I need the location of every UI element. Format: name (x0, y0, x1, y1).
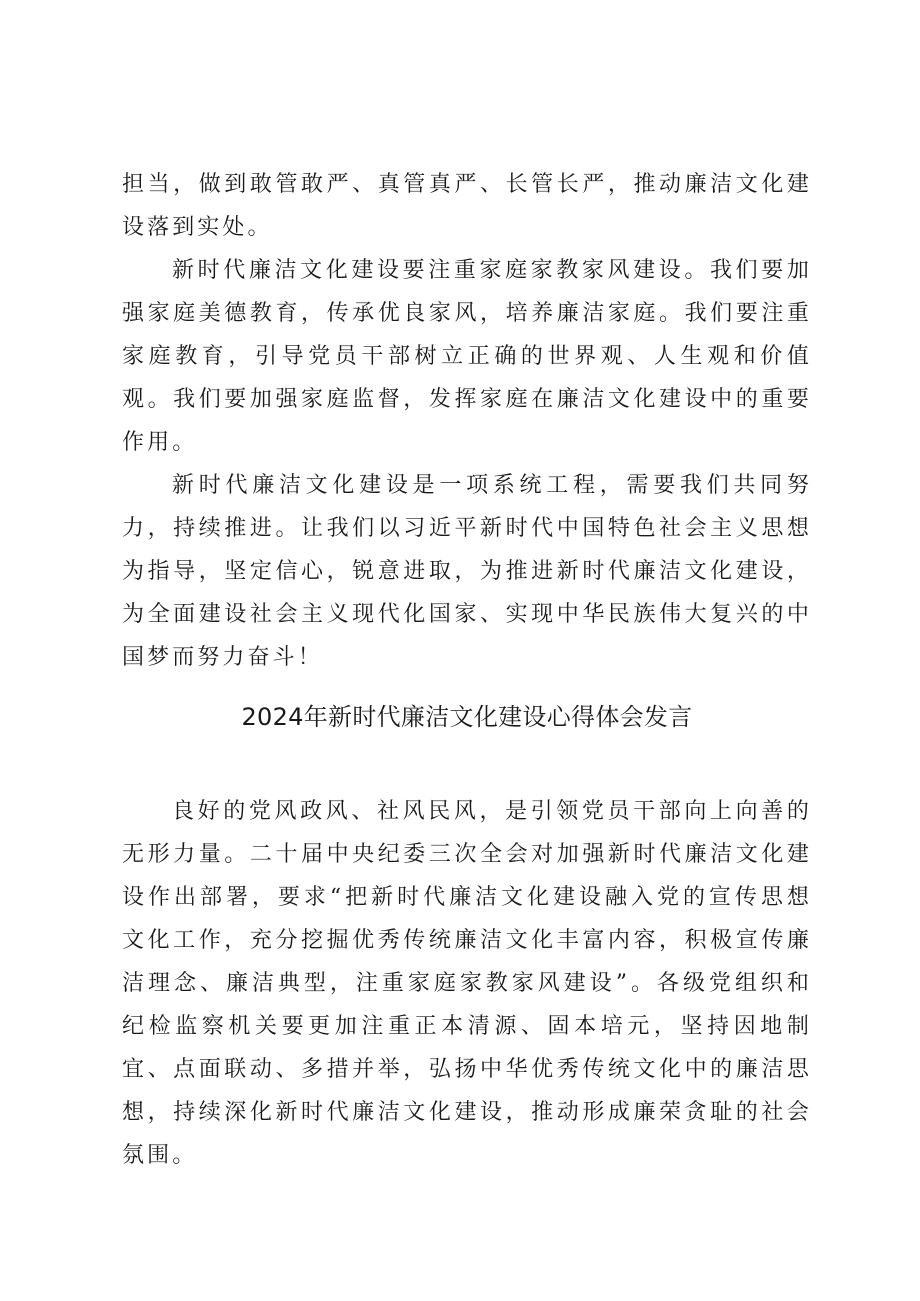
body-text-lower (122, 790, 812, 1177)
intro-paragraph: 良好的党风政风、社风民风，是引领党员干部向上向善的无形力量。二十届中央纪委三次全会对加强新时代廉洁文化建设作出部署，要求“把新时代廉洁文化建设融入党的宣传思想文化工作，充分挖掘优秀传统廉洁文化丰富内容，积极宣传廉洁理念、廉洁典型，注重家庭家教家风建设”。各级党组织和纪检监察机关要更加注重正本清源、固本培元，坚持因地制宜、点面联动、多措并举，弘扬中华优秀传统文化中的廉洁思想，持续深化新时代廉洁文化建设，推动形成廉荣贪耻的社会氛围。 (122, 799, 812, 1168)
section-title: 2024年新时代廉洁文化建设心得体会发言 (241, 703, 693, 731)
conclusion-paragraph: 新时代廉洁文化建设是一项系统工程，需要我们共同努力，持续推进。让我们以习近平新时代中国特色社会主义思想为指导，坚定信心，锐意进取，为推进新时代廉洁文化建设，为全面建设社会主义现代化国家、实现中华民族伟大复兴的中国梦而努力奋斗！ (122, 473, 812, 670)
body-text-upper (122, 163, 812, 679)
family-tradition-paragraph: 新时代廉洁文化建设要注重家庭家教家风建设。我们要加强家庭美德教育，传承优良家风，培养廉洁家庭。我们要注重家庭教育，引导党员干部树立正确的世界观、人生观和价值观。我们要加强家庭监督，发挥家庭在廉洁文化建设中的重要作用。 (122, 258, 812, 455)
continuation-paragraph: 担当，做到敢管敢严、真管真严、长管长严，推动廉洁文化建设落到实处。 (122, 172, 812, 240)
